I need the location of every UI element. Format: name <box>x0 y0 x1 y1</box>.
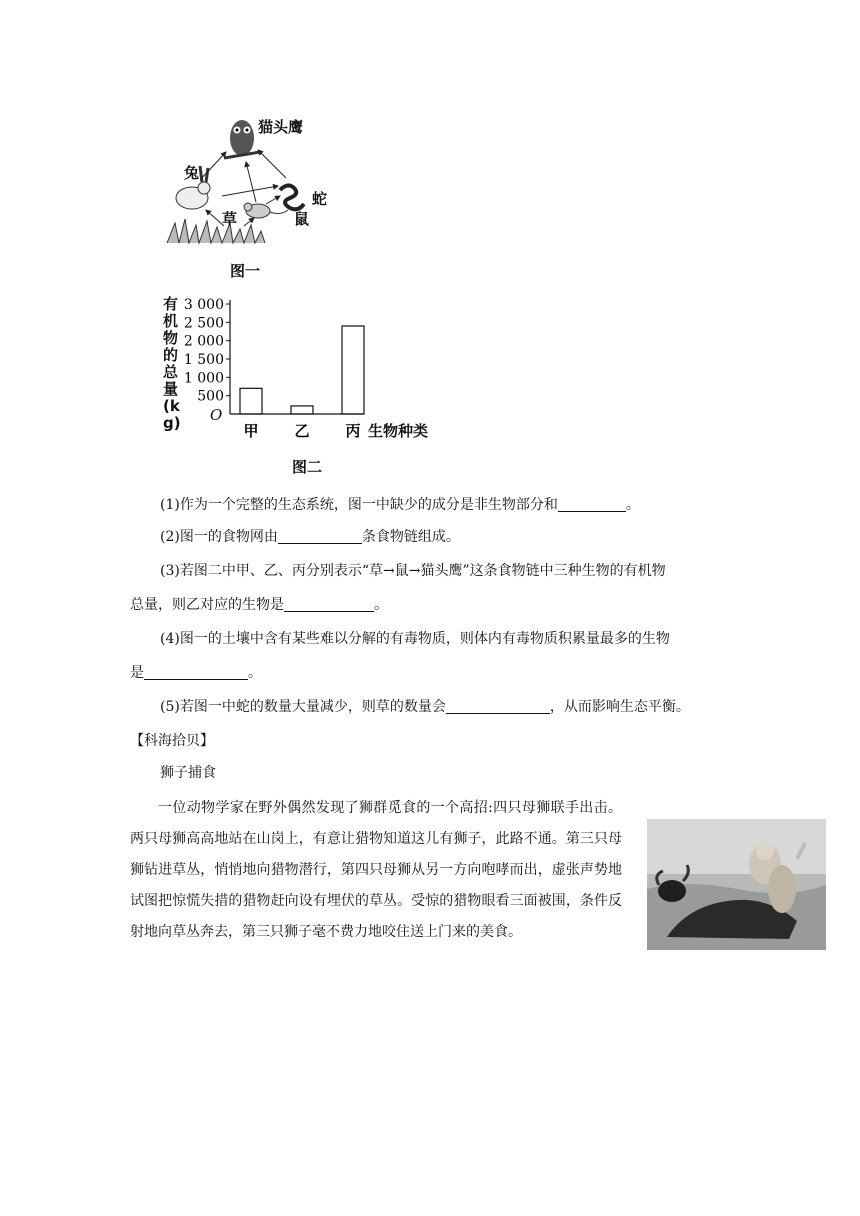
section-paragraph: 一位动物学家在野外偶然发现了狮群觅食的一个高招:四只母狮联手出击。两只母狮高高地站在山岗上，有意让猎物知道这儿有狮子，此路不通。第三只母狮钻进草丛，悄悄地向猎物潜行，第四只母狮从另一方向咆哮而出，虚张声势地试图把惊慌失措的猎物赶向设有埋伏的草丛。受惊的猎物眼看三面被围，条件反射地向草丛奔去，第三只狮子毫不费力地咬住送上门来的美食。 <box>130 800 622 940</box>
question-3-text: 总量，则乙对应的生物是 <box>130 597 284 613</box>
y-tick-label: 1 000 <box>183 370 224 387</box>
x-category-label: 乙 <box>294 422 310 440</box>
question-2-text: (2)图一的食物网由 <box>160 529 278 545</box>
question-5 <box>160 696 690 718</box>
question-3-line2 <box>130 594 388 616</box>
question-5-text: (5)若图一中蛇的数量大量减少，则草的数量会 <box>160 699 446 715</box>
section-heading: 【科海拾贝】 <box>130 733 214 749</box>
question-1 <box>160 494 640 516</box>
owl-drawing <box>224 120 260 158</box>
answer-blank-2[interactable] <box>278 527 362 544</box>
x-category-label: 丙 <box>345 422 361 440</box>
mouse-label: 鼠 <box>294 210 310 228</box>
question-5-end: ，从而影响生态平衡。 <box>549 699 690 715</box>
answer-blank-5[interactable] <box>446 697 550 714</box>
origin-label: O <box>210 406 223 424</box>
section-title: 狮子捕食 <box>160 765 216 781</box>
x-axis-label: 生物种类 <box>368 422 429 440</box>
question-2 <box>160 526 460 548</box>
owl-label: 猫头鹰 <box>258 118 304 136</box>
answer-blank-1[interactable] <box>558 495 626 512</box>
bar-2 <box>291 406 313 414</box>
lion-hunting-photo <box>647 819 826 950</box>
answer-blank-4[interactable] <box>144 663 248 680</box>
bar-3 <box>342 326 364 414</box>
answer-blank-3[interactable] <box>284 595 374 612</box>
question-4-line2 <box>130 662 262 684</box>
y-tick-label: 500 <box>197 388 224 405</box>
y-tick-label: 2 000 <box>183 333 224 350</box>
x-category-label: 甲 <box>243 422 259 440</box>
y-tick-label: 1 500 <box>183 352 224 368</box>
snake-drawing <box>280 185 304 209</box>
y-tick-label: 2 500 <box>183 315 224 332</box>
figure1-caption: 图一 <box>230 262 261 280</box>
question-2-end: 条食物链组成。 <box>361 529 460 545</box>
rabbit-label: 兔 <box>184 164 200 182</box>
bar-1 <box>240 388 262 414</box>
grass-label: 草 <box>222 210 238 228</box>
figure2-caption: 图二 <box>292 458 323 476</box>
snake-label: 蛇 <box>312 190 328 208</box>
question-4-text: 是 <box>130 665 144 681</box>
grass-drawing <box>167 219 265 243</box>
question-4-end: 。 <box>248 665 262 681</box>
question-4-line1: (4)图一的土壤中含有某些难以分解的有毒物质，则体内有毒物质积累量最多的生物 <box>160 631 670 647</box>
y-axis-label: 有机物的总量(kg) <box>163 295 181 432</box>
question-1-text: (1)作为一个完整的生态系统，图一中缺少的成分是非生物部分和 <box>160 497 558 513</box>
question-3-end: 。 <box>374 597 388 613</box>
lion-photo-drawing <box>647 819 826 950</box>
question-3-line1: (3)若图二中甲、乙、丙分别表示“草→鼠→猫头鹰”这条食物链中三种生物的有机物 <box>160 563 666 579</box>
mouse-drawing <box>244 203 288 218</box>
food-web-figure <box>162 108 342 248</box>
y-tick-label: 3 000 <box>183 297 224 313</box>
question-1-end: 。 <box>625 497 640 513</box>
biomass-bar-chart <box>160 290 460 450</box>
